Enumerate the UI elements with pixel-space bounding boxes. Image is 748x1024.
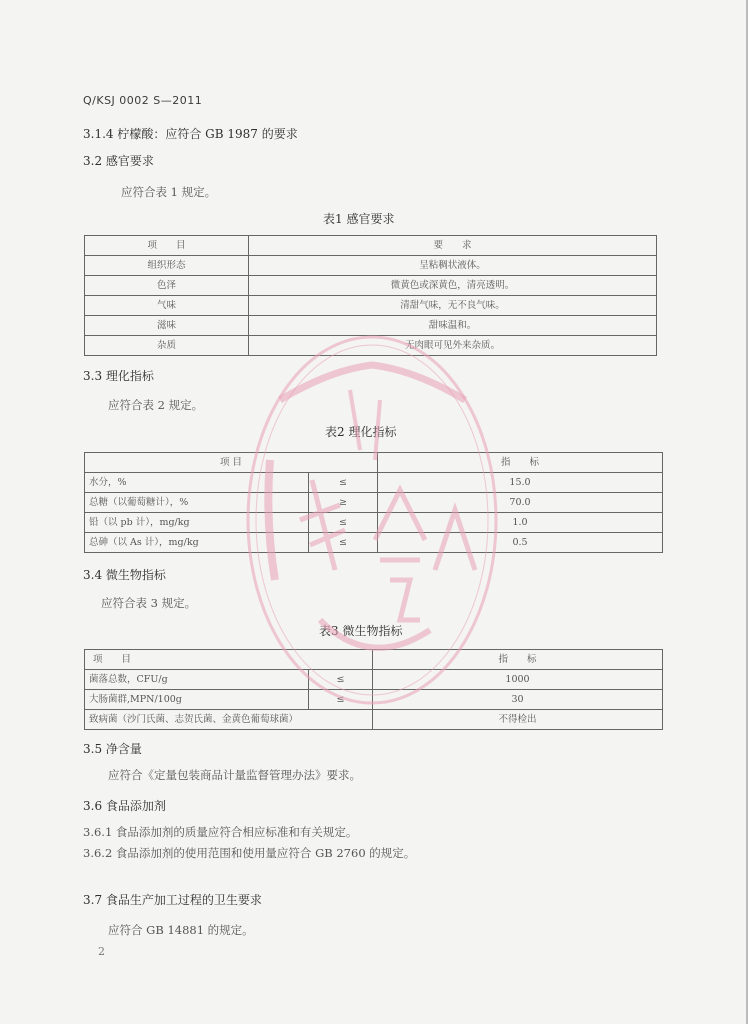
section-3-6-2: 3.6.2 食品添加剂的使用范围和使用量应符合 GB 2760 的规定。 [83,846,416,860]
table2 [84,452,663,553]
table-cell: 清甜气味，无不良气味。 [249,296,657,316]
table-cell: 呈粘稠状液体。 [249,256,657,276]
section-3-7-text: 应符合 GB 14881 的规定。 [108,923,254,937]
table-cell: 杂质 [85,336,249,356]
table-cell: 15.0 [378,473,663,493]
table-cell: ≥ [309,493,378,513]
table-cell: 不得检出 [373,710,663,730]
section-3-6-title: 3.6 食品添加剂 [83,799,166,813]
table3 [84,649,663,730]
table3-caption: 表3 微生物指标 [319,624,403,638]
table-cell: 气味 [85,296,249,316]
table-cell: 水分，% [85,473,309,493]
table-row [85,473,663,493]
section-3-3-text: 应符合表 2 规定。 [108,398,204,412]
table-row [85,256,657,276]
table-cell: 甜味温和。 [249,316,657,336]
section-3-1-4: 3.1.4 柠檬酸：应符合 GB 1987 的要求 [83,127,298,141]
table-cell: 1000 [373,670,663,690]
table-row [85,513,663,533]
section-3-3-title: 3.3 理化指标 [83,369,154,383]
table-cell: ≤ [309,670,373,690]
section-3-5-text: 应符合《定量包装商品计量监督管理办法》要求。 [108,768,361,782]
table2-header-item: 项 目 [85,453,378,473]
section-3-5-title: 3.5 净含量 [83,742,142,756]
table2-caption: 表2 理化指标 [325,425,397,439]
table-row [85,493,663,513]
table-cell: 滋味 [85,316,249,336]
table-row [85,316,657,336]
table-cell: 铅（以 pb 计），mg/kg [85,513,309,533]
table-cell: ≤ [309,690,373,710]
table-cell: ≤ [309,513,378,533]
section-3-6-1: 3.6.1 食品添加剂的质量应符合相应标准和有关规定。 [83,825,358,839]
table-cell: 30 [373,690,663,710]
table-row [85,690,663,710]
table-cell: ≤ [309,533,378,553]
table-cell: 0.5 [378,533,663,553]
table-cell: 微黄色或深黄色，清亮透明。 [249,276,657,296]
table-row [85,650,663,670]
table-cell: 总砷（以 As 计），mg/kg [85,533,309,553]
table1-header-requirement: 要 求 [249,236,657,256]
table-cell: 1.0 [378,513,663,533]
table-cell: 总糖（以葡萄糖计），% [85,493,309,513]
table-cell: 菌落总数，CFU/g [85,670,309,690]
table-cell: ≤ [309,473,378,493]
table2-header-value: 指 标 [378,453,663,473]
page-number: 2 [98,945,105,958]
table3-header-item: 项 目 [85,650,373,670]
table-row [85,533,663,553]
table-cell: 色泽 [85,276,249,296]
table-row [85,670,663,690]
table-cell: 70.0 [378,493,663,513]
section-3-2-title: 3.2 感官要求 [83,154,154,168]
table-row [85,336,657,356]
table-cell: 大肠菌群,MPN/100g [85,690,309,710]
table1-caption: 表1 感官要求 [323,212,395,226]
section-3-4-text: 应符合表 3 规定。 [101,596,197,610]
standard-code: Q/KSJ 0002 S—2011 [83,94,203,107]
table-row [85,236,657,256]
section-3-7-title: 3.7 食品生产加工过程的卫生要求 [83,893,262,907]
table3-header-value: 指 标 [373,650,663,670]
section-3-4-title: 3.4 微生物指标 [83,568,166,582]
table-cell: 致病菌（沙门氏菌、志贺氏菌、金黄色葡萄球菌） [85,710,373,730]
table1 [84,235,657,356]
section-3-2-text: 应符合表 1 规定。 [121,185,217,199]
table-row [85,453,663,473]
table-cell: 无肉眼可见外来杂质。 [249,336,657,356]
table-row [85,710,663,730]
table1-header-item: 项 目 [85,236,249,256]
table-row [85,296,657,316]
table-cell: 组织形态 [85,256,249,276]
table-row [85,276,657,296]
